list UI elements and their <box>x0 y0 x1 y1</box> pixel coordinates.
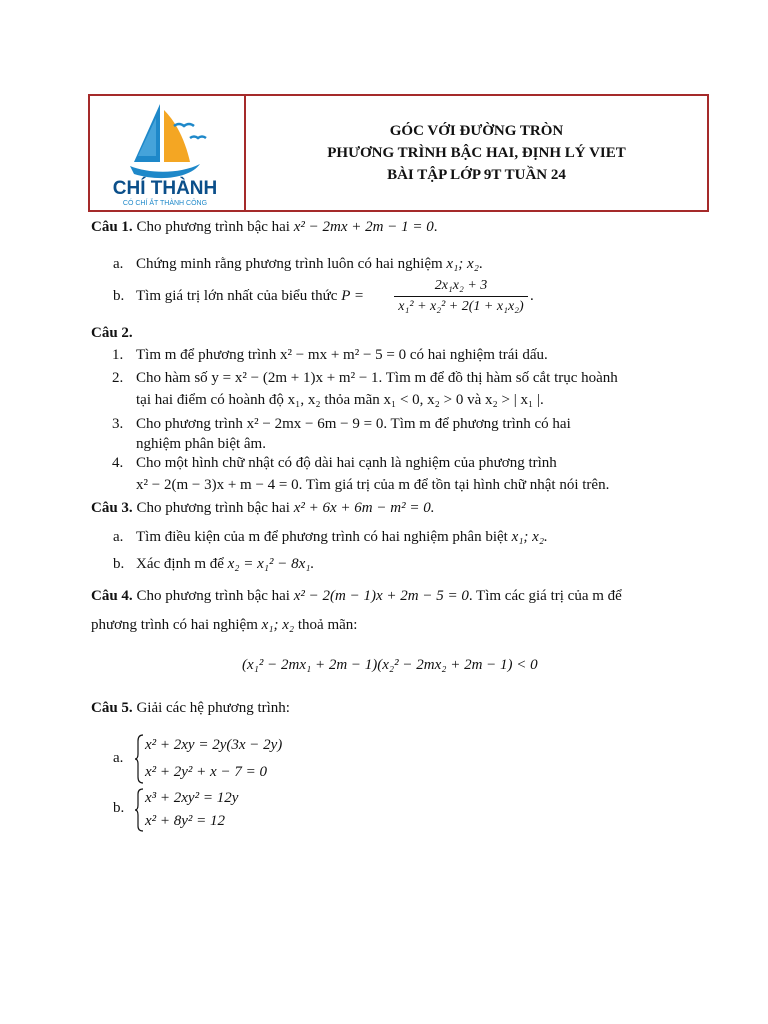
q3-stem <box>91 500 434 517</box>
q5-b-eq-2: x² + 8y² = 12 <box>145 813 226 829</box>
q3-b-label: b. <box>113 556 125 572</box>
q5-label: Câu 5. <box>91 700 133 716</box>
q5-stem <box>91 700 290 717</box>
q2-item-1: Tìm m để phương trình x² − mx + m² − 5 = 0 có hai nghiệm trái dấu. <box>136 347 548 363</box>
q3-text: Cho phương trình bậc hai <box>136 500 290 516</box>
q3-b-math: x₂ = x₁² − 8x₁. <box>227 556 315 572</box>
q3-a-math: x₁; x₂. <box>511 529 548 545</box>
q3-equation: x² + 6x + 6m − m² = 0. <box>293 500 435 516</box>
q1-b-fraction <box>394 278 528 315</box>
q1-b <box>136 288 364 305</box>
q3-b <box>136 556 314 573</box>
logo-tagline: CÓ CHÍ ẮT THÀNH CÔNG <box>122 200 208 207</box>
q3-a-text: Tìm điều kiện của m để phương trình có hai nghiệm phân biệt <box>136 529 508 545</box>
q5-text: Giải các hệ phương trình: <box>136 700 290 716</box>
q2-item-4-num: 4. <box>112 455 124 471</box>
q1-b-lhs: P = <box>341 288 364 304</box>
q4-line-2 <box>91 617 357 634</box>
q1-a-math: x₁; x₂ <box>446 256 479 272</box>
q4-line-2-text: phương trình có hai nghiệm <box>91 617 258 633</box>
q5-a-label: a. <box>113 750 124 766</box>
q2-item-4b: x² − 2(m − 3)x + m − 4 = 0. Tìm giá trị của m để tồn tại hình chữ nhật nói trên. <box>136 477 610 493</box>
logo <box>90 96 246 210</box>
q4-stem <box>91 588 622 605</box>
q1-b-denominator: x₁² + x₂² + 2(1 + x₁x₂) <box>398 299 524 314</box>
q4-text-1: Cho phương trình bậc hai <box>136 588 290 604</box>
q4-line-2-math: x₁; x₂ <box>261 617 295 633</box>
q1-equation: x² − 2mx + 2m − 1 = 0 <box>293 219 434 235</box>
q1-b-label: b. <box>113 288 125 304</box>
q4-label: Câu 4. <box>91 588 133 604</box>
q4-line-2-end: thoả mãn: <box>297 617 358 633</box>
header-line-3: BÀI TẬP LỚP 9T TUẦN 24 <box>387 167 566 183</box>
left-brace-icon <box>134 734 144 784</box>
q2-item-3b: nghiệm phân biệt âm. <box>136 436 266 452</box>
left-brace-icon <box>134 788 144 832</box>
q3-b-text: Xác định m để <box>136 556 224 572</box>
q3-a-label: a. <box>113 529 124 545</box>
q2-item-2a: Cho hàm số y = x² − (2m + 1)x + m² − 1. Tìm m để đồ thị hàm số cắt trục hoành <box>136 370 618 386</box>
logo-brand: CHÍ THÀNH <box>112 178 218 199</box>
q3-label: Câu 3. <box>91 500 133 516</box>
q5-b-label: b. <box>113 800 125 816</box>
q1-a-text: Chứng minh rằng phương trình luôn có hai nghiệm <box>136 256 443 272</box>
header-line-2: PHƯƠNG TRÌNH BẬC HAI, ĐỊNH LÝ VIET <box>327 145 626 161</box>
q1-a: Chứng minh rằng phương trình luôn có hai nghiệm x₁; x₂. <box>136 256 483 272</box>
q2-item-2-num: 2. <box>112 370 124 386</box>
q1-text: Cho phương trình bậc hai <box>136 219 290 235</box>
q1-stem: Câu 1. Cho phương trình bậc hai x² − 2mx + 2m − 1 = 0. <box>91 219 438 235</box>
q2-item-3a: Cho phương trình x² − 2mx − 6m − 9 = 0. Tìm m để phương trình có hai <box>136 416 571 432</box>
q1-a-label: a. <box>113 256 124 272</box>
q2-item-1-num: 1. <box>112 347 124 363</box>
q5-a-eq-1: x² + 2xy = 2y(3x − 2y) <box>145 737 283 753</box>
q4-inequality: (x₁² − 2mx₁ + 2m − 1)(x₂² − 2mx₂ + 2m − 1) < 0 <box>242 657 538 673</box>
q2-item-4a: Cho một hình chữ nhật có độ dài hai cạnh là nghiệm của phương trình <box>136 455 557 471</box>
q5-a-eq-2: x² + 2y² + x − 7 = 0 <box>145 764 267 780</box>
header-line-1: GÓC VỚI ĐƯỜNG TRÒN <box>389 123 564 139</box>
header-title <box>246 96 707 210</box>
q1-b-period: . <box>530 288 534 304</box>
q2-item-3-num: 3. <box>112 416 124 432</box>
q5-b-eq-1: x³ + 2xy² = 12y <box>145 790 239 806</box>
q1-b-numerator: 2x₁x₂ + 3 <box>394 278 528 297</box>
q4-text-2: . Tìm các giá trị của m để <box>468 588 622 604</box>
q3-a <box>136 529 548 546</box>
q4-equation: x² − 2(m − 1)x + 2m − 5 = 0 <box>293 588 469 604</box>
q2-label: Câu 2. <box>91 325 133 341</box>
header-box <box>88 94 709 212</box>
q1-label: Câu 1. <box>91 219 133 235</box>
q1-b-text: Tìm giá trị lớn nhất của biểu thức <box>136 288 338 304</box>
q2-item-2b: tại hai điểm có hoành độ x₁, x₂ thỏa mãn x₁ < 0, x₂ > 0 và x₂ > | x₁ |. <box>136 392 544 408</box>
